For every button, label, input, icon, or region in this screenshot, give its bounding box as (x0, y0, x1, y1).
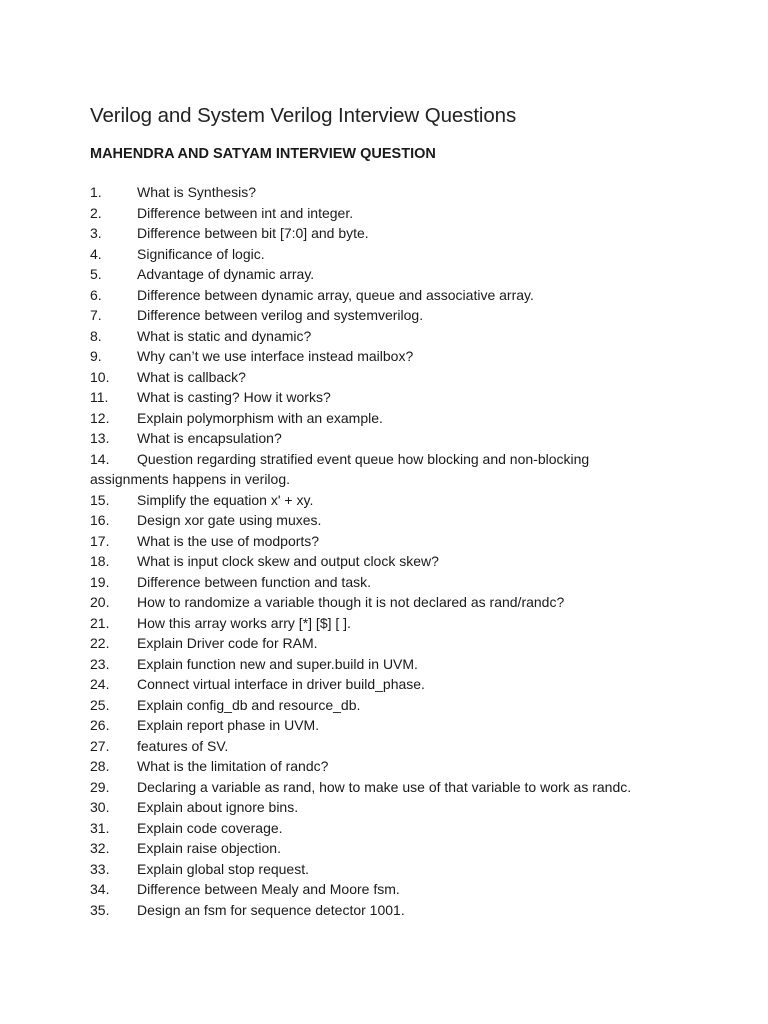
item-text: Design xor gate using muxes. (137, 512, 322, 528)
item-number: 29. (90, 778, 110, 795)
item-number: 21. (90, 614, 110, 631)
item-number: 23. (90, 655, 110, 672)
item-number: 17. (90, 532, 110, 549)
list-item (90, 490, 690, 511)
item-text: Declaring a variable as rand, how to make use of that variable to work as randc. (137, 778, 632, 795)
item-text: Difference between function and task. (137, 573, 372, 590)
item-text: Connect virtual interface in driver build_phase. (137, 676, 425, 692)
item-number: 9. (90, 348, 102, 364)
item-number: 35. (90, 901, 110, 918)
item-number: 33. (90, 860, 110, 877)
item-number: 6. (90, 286, 102, 303)
item-text: Difference between int and integer. (137, 204, 354, 221)
item-text: Difference between dynamic array, queue and associative array. (137, 286, 534, 303)
list-item (90, 654, 690, 675)
list-item (90, 551, 690, 572)
item-number: 3. (90, 225, 102, 241)
item-text-continuation: assignments happens in verilog. (90, 471, 291, 487)
list-item (90, 797, 690, 818)
item-text: Explain about ignore bins. (137, 799, 299, 815)
item-number: 19. (90, 573, 110, 590)
page-title: Verilog and System Verilog Interview Questions (90, 104, 517, 127)
item-text: What is static and dynamic? (137, 327, 312, 344)
item-number: 7. (90, 307, 102, 323)
list-item (90, 756, 690, 777)
item-text: Explain Driver code for RAM. (137, 635, 318, 651)
list-item (90, 326, 690, 347)
list-item (90, 182, 690, 203)
list-item (90, 510, 690, 531)
item-text: Explain polymorphism with an example. (137, 409, 383, 426)
item-number: 26. (90, 717, 110, 733)
item-number: 8. (90, 327, 102, 344)
item-text: Explain config_db and resource_db. (137, 696, 361, 713)
item-number: 15. (90, 491, 110, 508)
list-item (90, 223, 690, 244)
item-text: How to randomize a variable though it is not declared as rand/randc? (137, 594, 565, 610)
list-item (90, 531, 690, 552)
item-number: 14. (90, 450, 110, 467)
item-text: What is input clock skew and output clock skew? (137, 553, 439, 569)
list-item (90, 305, 690, 326)
item-number: 18. (90, 553, 110, 569)
list-item (90, 736, 690, 757)
list-item (90, 777, 690, 798)
item-number: 11. (90, 389, 109, 405)
section-heading: MAHENDRA AND SATYAM INTERVIEW QUESTION (90, 146, 436, 162)
item-number: 27. (90, 737, 110, 754)
item-text: Explain global stop request. (137, 860, 309, 877)
item-text: What is encapsulation? (137, 430, 282, 446)
item-text: What is callback? (137, 368, 246, 385)
list-item (90, 285, 690, 306)
item-text: What is the use of modports? (137, 532, 320, 549)
list-item (90, 695, 690, 716)
item-number: 22. (90, 635, 110, 651)
item-number: 20. (90, 594, 110, 610)
item-number: 24. (90, 676, 110, 692)
item-text: Difference between Mealy and Moore fsm. (137, 881, 400, 897)
item-text: Explain raise objection. (137, 840, 281, 856)
list-item (90, 572, 690, 593)
item-text: What is the limitation of randc? (137, 758, 329, 774)
item-text: How this array works arry [*] [$] [ ]. (137, 614, 351, 631)
item-text: Explain code coverage. (137, 819, 283, 836)
item-number: 1. (90, 184, 102, 200)
list-item (90, 428, 690, 449)
list-item (90, 859, 690, 880)
item-number: 28. (90, 758, 110, 774)
list-item (90, 346, 690, 367)
list-item (90, 264, 690, 285)
item-text: Simplify the equation x' + xy. (137, 491, 314, 508)
list-item (90, 367, 690, 388)
item-text: Difference between bit [7:0] and byte. (137, 225, 369, 241)
list-item (90, 838, 690, 859)
list-item (90, 244, 690, 265)
list-item (90, 449, 690, 490)
item-text: Difference between verilog and systemverilog. (137, 307, 424, 323)
item-text: Question regarding stratified event queue how blocking and non-blocking (137, 450, 590, 467)
item-number: 25. (90, 696, 110, 713)
item-text: Significance of logic. (137, 245, 265, 262)
item-number: 5. (90, 266, 102, 282)
item-text: Why can’t we use interface instead mailbox? (137, 348, 414, 364)
list-item (90, 879, 690, 900)
item-number: 31. (90, 819, 110, 836)
list-item (90, 203, 690, 224)
item-text: Design an fsm for sequence detector 1001. (137, 901, 405, 918)
list-item (90, 818, 690, 839)
list-item (90, 613, 690, 634)
list-item (90, 900, 690, 921)
item-number: 2. (90, 204, 102, 221)
item-text: What is Synthesis? (137, 184, 257, 200)
item-number: 4. (90, 245, 102, 262)
item-number: 12. (90, 409, 110, 426)
list-item (90, 633, 690, 654)
list-item (90, 715, 690, 736)
list-item (90, 674, 690, 695)
item-number: 32. (90, 840, 110, 856)
item-number: 34. (90, 881, 110, 897)
list-item (90, 592, 690, 613)
item-text: What is casting? How it works? (137, 389, 331, 405)
item-text: Explain report phase in UVM. (137, 717, 320, 733)
item-number: 16. (90, 512, 110, 528)
item-text: Explain function new and super.build in UVM. (137, 655, 418, 672)
item-number: 10. (90, 368, 110, 385)
list-item (90, 387, 690, 408)
item-number: 30. (90, 799, 110, 815)
item-text: Advantage of dynamic array. (137, 266, 315, 282)
item-number: 13. (90, 430, 110, 446)
item-text: features of SV. (137, 737, 229, 754)
list-item (90, 408, 690, 429)
question-list (90, 182, 690, 920)
